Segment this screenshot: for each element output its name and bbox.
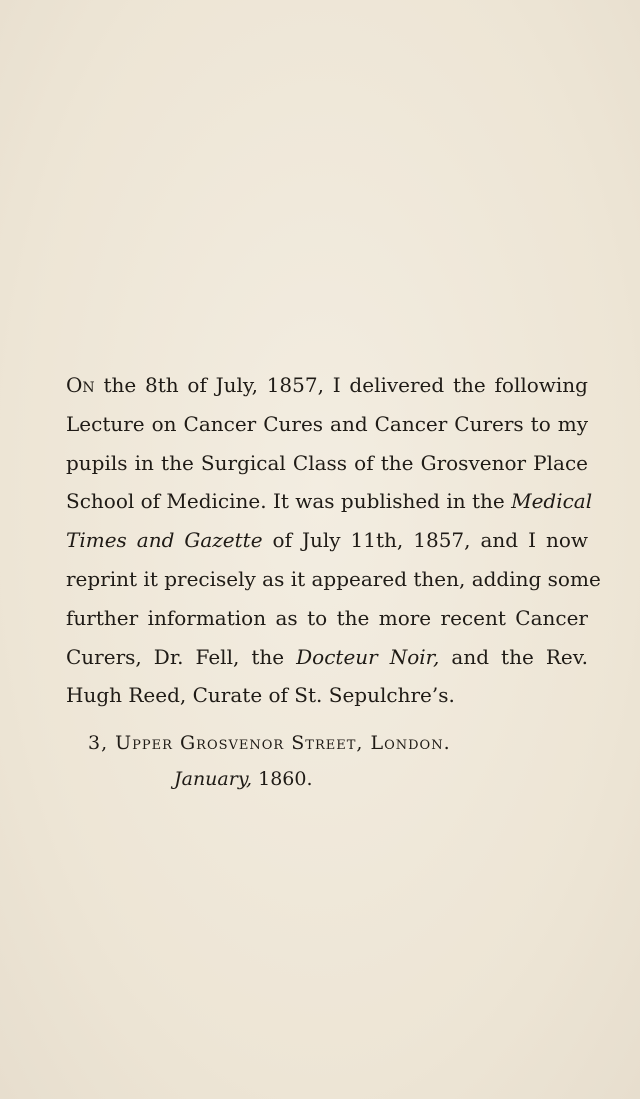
preface-paragraph <box>66 366 601 715</box>
italic-name: Docteur Noir, <box>296 644 440 669</box>
text-span: the 8th of July, 1857, I delivered the following <box>94 373 588 397</box>
text-line: reprint it precisely as it appeared then, adding some <box>66 566 601 591</box>
address-line: 3, Upper Grosvenor Street, London. <box>88 732 451 754</box>
text-line <box>66 366 588 405</box>
text-span: Curers, Dr. Fell, the <box>66 644 297 669</box>
italic-title: Times and Gazette <box>66 528 263 553</box>
text-line <box>66 521 588 560</box>
text-line: Lecture on Cancer Cures and Cancer Curers to my <box>66 411 588 436</box>
text-line: Hugh Reed, Curate of St. Sepulchre’s. <box>66 683 455 708</box>
text-line <box>66 482 593 521</box>
opening-word: On <box>66 373 95 397</box>
text-span: of July 11th, 1857, and I now <box>262 528 588 553</box>
date-month: January, <box>174 768 253 790</box>
date-line <box>174 768 313 790</box>
text-line: further information as to the more recent Cancer <box>66 605 588 630</box>
text-line <box>66 638 588 677</box>
date-year: 1860. <box>252 768 313 790</box>
text-line: pupils in the Surgical Class of the Grosvenor Place <box>66 450 588 475</box>
italic-title: Medical <box>511 489 593 514</box>
text-span: School of Medicine. It was published in the <box>66 489 512 514</box>
text-span: and the Rev. <box>439 644 588 669</box>
